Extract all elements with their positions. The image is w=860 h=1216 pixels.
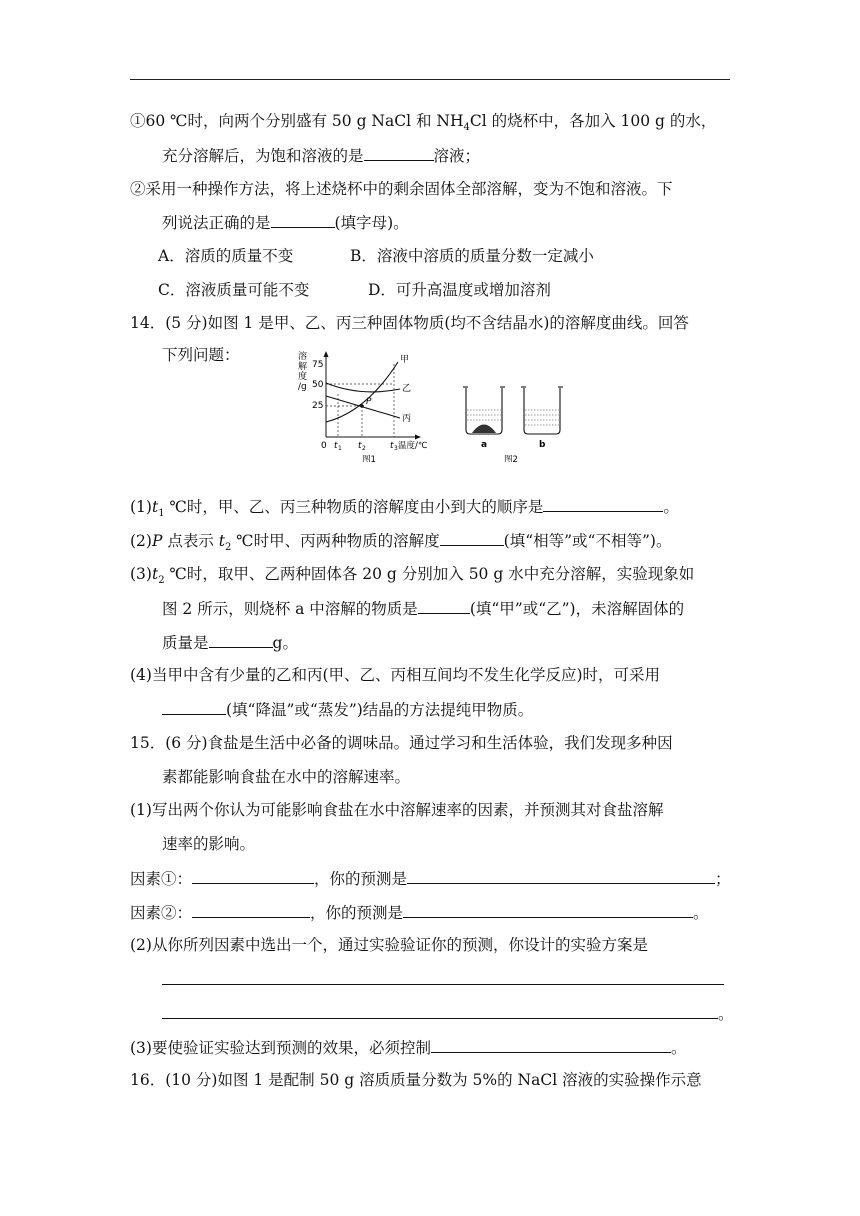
- solubility-figure: [296, 350, 566, 462]
- beaker-a-label: a: [481, 440, 488, 450]
- x-tick-t3-sub: 3: [394, 445, 398, 452]
- answer-blank[interactable]: [209, 631, 273, 648]
- q13-item2-line2: 列说法正确的是 (填字母)。: [162, 211, 409, 234]
- q15-part1-line1: (1)写出两个你认为可能影响食盐在水中溶解速率的因素，并预测其对食盐溶解: [130, 801, 664, 819]
- ylabel-char: 度: [298, 372, 308, 382]
- answer-blank[interactable]: [440, 529, 504, 546]
- q15-part2-line2: [162, 968, 724, 991]
- q13-option-a: A．溶质的质量不变: [158, 247, 294, 265]
- q15-stem-line1: 15．(6 分)食盐是生活中必备的调味品。通过学习和生活体验，我们发现多种因: [130, 734, 673, 752]
- answer-blank[interactable]: [192, 867, 314, 884]
- curve-label-jia: 甲: [400, 355, 410, 365]
- x-tick-t2-sub: 2: [362, 445, 366, 452]
- q14-part3-line1: $(3)t_2$ ℃时，取甲、乙两种固体各 20 g 分别加入 50 g 水中充分溶解，实验现象如: [130, 565, 695, 587]
- q13-option-b: B．溶液中溶质的质量分数一定减小: [350, 247, 594, 265]
- answer-blank[interactable]: [162, 968, 724, 985]
- y-tick-50: 50: [312, 380, 324, 390]
- q15-factor1: 因素①： ，你的预测是 ；: [130, 867, 731, 890]
- q14-stem-line2: 下列问题：: [162, 346, 240, 364]
- q14-part3-line2: 图 2 所示，则烧杯 a 中溶解的物质是 (填“甲”或“乙”)，未溶解固体的: [162, 597, 684, 620]
- q14-part4-line1: (4)当甲中含有少量的乙和丙(甲、乙、丙相互间均不发生化学反应)时，可采用: [130, 666, 661, 684]
- curve-label-bing: 丙: [402, 414, 412, 424]
- answer-blank[interactable]: [162, 1002, 718, 1019]
- q15-part2-line1: (2)从你所列因素中选出一个，通过实验验证你的预测，你设计的实验方案是: [130, 936, 648, 954]
- answer-blank[interactable]: [407, 867, 715, 884]
- y-tick-25: 25: [312, 401, 324, 411]
- beaker-a: [463, 387, 505, 434]
- q13-item1-line1: ①60 ℃时，向两个分别盛有 50 g NaCl 和 $NH_4Cl$ 的烧杯中，各加入 100 g 的水，: [130, 112, 717, 134]
- x-tick-t3: t: [390, 441, 394, 451]
- ylabel-char: /g: [298, 382, 307, 392]
- q15-part3: (3)要使验证实验达到预测的效果，必须控制 。: [130, 1036, 686, 1059]
- point-p-label: P: [366, 397, 372, 407]
- q13-item2-line1: ②采用一种操作方法，将上述烧杯中的剩余固体全部溶解，变为不饱和溶液。下: [130, 180, 673, 198]
- point-p-marker: [360, 404, 364, 408]
- x-tick-t2: t: [358, 441, 362, 451]
- q14-stem-line1: 14．(5 分)如图 1 是甲、乙、丙三种固体物质(均不含结晶水)的溶解度曲线。回答: [130, 314, 689, 332]
- answer-blank[interactable]: [418, 597, 470, 614]
- q14-part2: (2)P 点表示 $t_2$ ℃时甲、丙两种物质的溶解度 (填“相等”或“不相等”)。: [130, 529, 671, 559]
- q15-factor2: 因素②： ，你的预测是 。: [130, 901, 709, 924]
- q14-part3-line3: 质量是 g。: [162, 631, 298, 654]
- answer-blank[interactable]: [364, 144, 434, 161]
- answer-blank[interactable]: [403, 901, 693, 918]
- answer-blank[interactable]: [192, 901, 310, 918]
- x-axis-arrow: [415, 435, 421, 440]
- answer-blank[interactable]: [543, 495, 663, 512]
- q14-figures: [296, 350, 566, 462]
- q14-part1: $(1)t_1$ ℃时，甲、乙、丙三种物质的溶解度由小到大的顺序是 。: [130, 495, 679, 525]
- beaker-b-label: b: [539, 440, 546, 450]
- q16-stem-line1: 16．(10 分)如图 1 是配制 50 g 溶质质量分数为 5%的 NaCl 溶液的实验操作示意: [130, 1071, 702, 1089]
- answer-blank[interactable]: [162, 698, 226, 715]
- ylabel-char: 溶: [298, 352, 308, 362]
- x-tick-t1-sub: 1: [338, 445, 342, 452]
- curve-label-yi: 乙: [402, 384, 412, 394]
- q13-item1-line2: 充分溶解后，为饱和溶液的是 溶液；: [162, 144, 480, 167]
- header-rule: [130, 79, 730, 80]
- q13-option-d: D．可升高温度或增加溶剂: [368, 281, 551, 299]
- origin-label: 0: [321, 441, 327, 451]
- ylabel-char: 解: [298, 362, 308, 372]
- x-tick-t1: t: [334, 441, 338, 451]
- q15-part1-line2: 速率的影响。: [162, 835, 256, 853]
- y-axis-arrow: [324, 351, 329, 357]
- figure2-caption: 图2: [504, 455, 518, 462]
- answer-blank[interactable]: [271, 211, 335, 228]
- q13-option-c: C．溶液质量可能不变: [158, 281, 310, 299]
- x-axis-label: 温度/℃: [398, 441, 428, 451]
- figure1-caption: 图1: [362, 455, 376, 462]
- y-tick-75: 75: [312, 360, 324, 370]
- answer-blank[interactable]: [431, 1036, 671, 1053]
- q15-stem-line2: 素都能影响食盐在水中的溶解速率。: [162, 768, 411, 786]
- beaker-b: [521, 387, 563, 434]
- q15-part2-line3: 。: [162, 1002, 734, 1025]
- q14-part4-line2: (填“降温”或“蒸发”)结晶的方法提纯甲物质。: [162, 698, 533, 721]
